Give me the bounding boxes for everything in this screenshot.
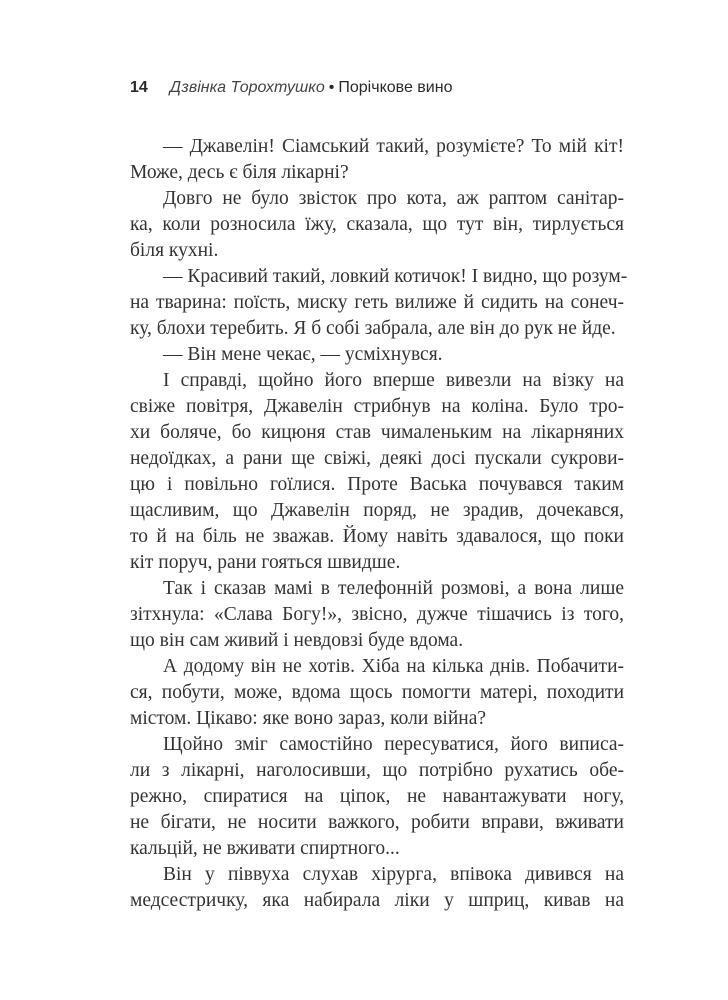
paragraph <box>130 368 624 576</box>
text-line: ся, побути, може, вдома щось помогти матері, походити <box>130 682 624 703</box>
text-line: — Він мене чекає, — усміхнувся. <box>163 344 443 365</box>
text-line: режно, спиратися на ціпок, не навантажувати ногу, <box>130 786 624 807</box>
text-line: кальцій, не вживати спиртного... <box>130 838 400 859</box>
paragraph <box>130 654 624 732</box>
text-line: не бігати, не носити важкого, робити вправи, вживати <box>130 812 624 833</box>
text-line: — Красивий такий, ловкий котичок! І видно, що розум- <box>163 266 628 287</box>
text-line: А додому він не хотів. Хіба на кілька днів. Побачити- <box>163 656 624 677</box>
text-line: ку, блохи теребить. Я б собі забрала, але він до рук не йде. <box>130 318 616 339</box>
paragraph <box>130 186 624 264</box>
text-line: на тварина: поїсть, миску геть вилиже й сидить на сонеч- <box>130 292 624 313</box>
text-line: хи боляче, бо кицюня став чималеньким на лікарняних <box>130 422 624 443</box>
paragraph <box>130 732 624 862</box>
text-line: містом. Цікаво: яке воно зараз, коли війна? <box>130 708 487 729</box>
text-line: що він сам живий і невдовзі буде вдома. <box>130 630 464 651</box>
text-line: то й на біль не зважав. Йому навіть здавалося, що поки <box>130 526 624 547</box>
paragraph <box>130 576 624 654</box>
page-number: 14 <box>130 79 148 96</box>
text-line: І справді, щойно його вперше вивезли на візку на <box>163 370 624 391</box>
text-line: Щойно зміг самостійно пересуватися, його виписа- <box>163 734 624 755</box>
text-line: ка, коли розносила їжу, сказала, що тут він, тирлується <box>130 214 624 235</box>
paragraph <box>130 862 624 914</box>
text-line: щасливим, що Джавелін поряд, не зрадив, дочекався, <box>130 500 624 521</box>
text-line: недоїдках, а рани ще свіжі, деякі досі пускали сукрови- <box>130 448 624 469</box>
text-line: біля кухні. <box>130 240 219 261</box>
book-title: Порічкове вино <box>338 79 453 96</box>
paragraph <box>130 264 628 342</box>
running-header <box>130 79 452 97</box>
paragraph <box>130 134 624 186</box>
text-line: медсестричку, яка набирала ліки у шприц, кивав на <box>130 890 624 911</box>
page-body-text <box>130 134 628 914</box>
text-line: Так і сказав мамі в телефонній розмові, а вона лише <box>163 578 624 599</box>
text-line: Довго не було звісток про кота, аж раптом санітар- <box>163 188 624 209</box>
text-line: цю і повільно гоїлися. Проте Васька почувався таким <box>130 474 624 495</box>
text-line: Він у піввуха слухав хірурга, впівока дивився на <box>163 864 624 885</box>
author-name: Дзвінка Торохтушко <box>169 79 325 96</box>
text-line: кіт поруч, рани гояться швидше. <box>130 552 401 573</box>
header-separator: • <box>328 79 335 96</box>
text-line: свіже повітря, Джавелін стрибнув на коліна. Було тро- <box>130 396 624 417</box>
paragraph <box>130 342 624 368</box>
text-line: зітхнула: «Слава Богу!», звісно, дужче тішачись із того, <box>130 604 624 625</box>
text-line: — Джавелін! Сіамський такий, розумієте? То мій кіт! <box>163 136 624 157</box>
text-line: Може, десь є біля лікарні? <box>130 162 349 183</box>
text-line: ли з лікарні, наголосивши, що потрібно рухатись обе- <box>130 760 624 781</box>
